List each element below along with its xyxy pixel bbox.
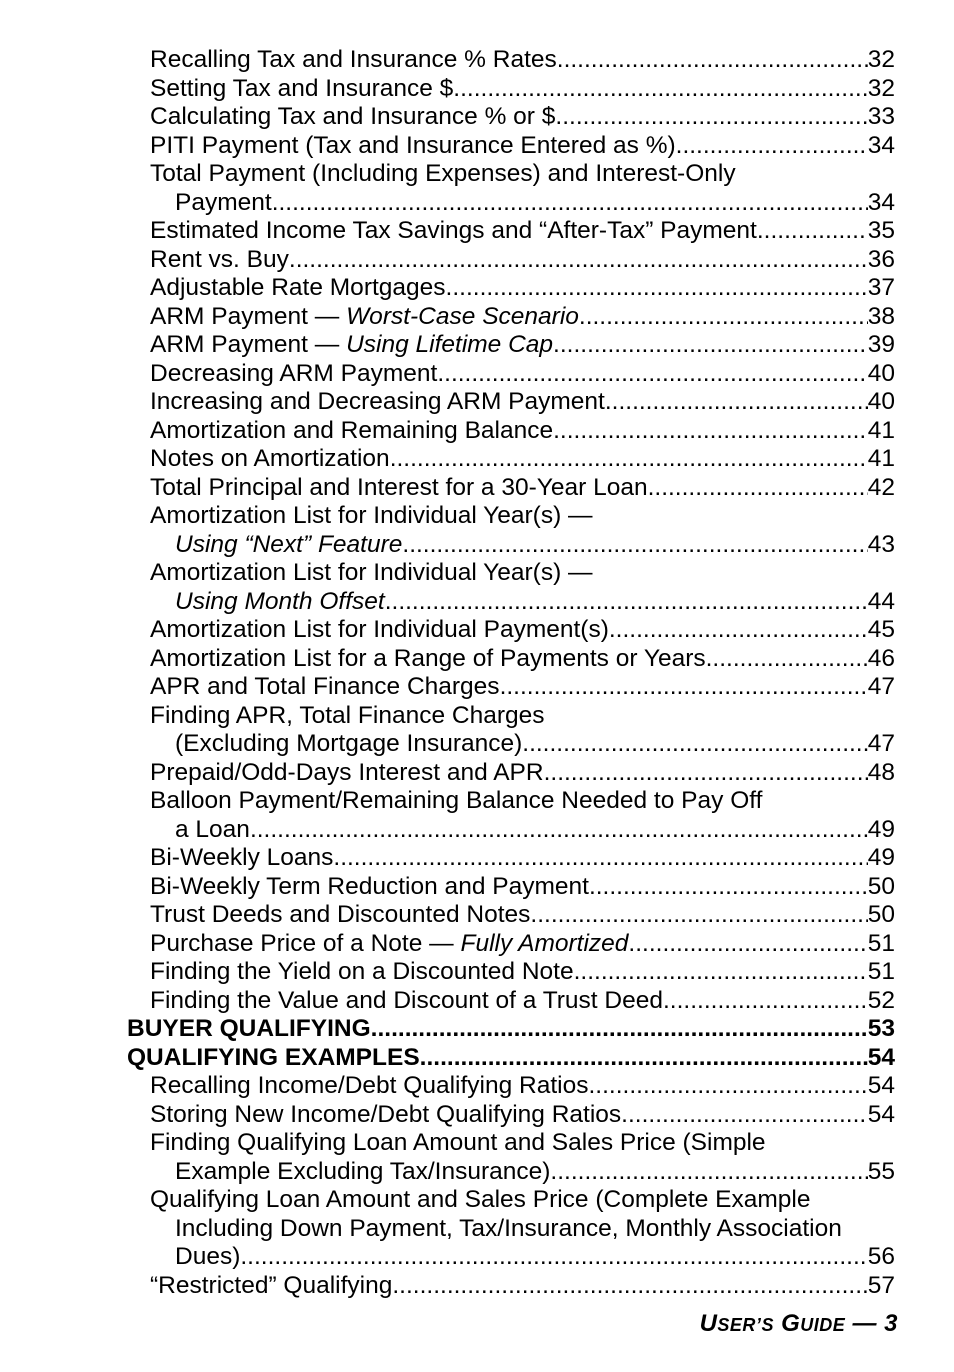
toc-entry (0, 474, 895, 503)
toc-entry-title-text: Increasing and Decreasing ARM Payment (150, 388, 605, 415)
toc-page-number: 40 (867, 388, 895, 415)
toc-entry-title-text: Finding the Yield on a Discounted Note (150, 958, 574, 985)
toc-page-number: 48 (867, 758, 895, 786)
toc-entry-title-text: Balloon Payment/Remaining Balance Needed to Pay Off (150, 787, 763, 814)
toc-entry-title (150, 331, 553, 360)
toc-leader-dots (272, 189, 868, 218)
toc-entry-title (150, 958, 574, 987)
toc-entry-title-italic: Using “Next” Feature (175, 530, 403, 558)
toc-entry-continuation (0, 816, 895, 845)
toc-leader-dots (574, 958, 868, 987)
toc-leader-dots (757, 217, 868, 246)
toc-entry-title (150, 702, 545, 729)
toc-entry (0, 331, 895, 360)
toc-entry (0, 445, 895, 474)
toc-entry (0, 1272, 895, 1301)
toc-entry-title (150, 787, 762, 814)
toc-page-number: 33 (867, 103, 895, 130)
toc-page-number: 54 (867, 1043, 895, 1071)
table-of-contents (0, 46, 954, 1300)
toc-entry-title (150, 132, 676, 161)
toc-page-number: 40 (867, 359, 895, 387)
toc-leader-dots (609, 616, 868, 645)
toc-page-number: 32 (867, 74, 895, 102)
toc-page-number: 49 (867, 815, 895, 843)
toc-leader-dots (522, 730, 867, 759)
toc-leader-dots (392, 1272, 867, 1301)
toc-entry-title-text: Adjustable Rate Mortgages (150, 274, 446, 301)
toc-entry (0, 702, 954, 731)
footer-apostrophe: ’ (755, 1315, 762, 1335)
toc-leader-dots (555, 103, 867, 132)
toc-entry-title (150, 360, 437, 389)
toc-entry-title (150, 274, 446, 303)
toc-page-number: 50 (867, 872, 895, 900)
toc-section-heading (0, 1044, 895, 1073)
toc-entry-title-text: Qualifying Loan Amount and Sales Price (Complete Example (150, 1186, 811, 1213)
toc-page-number: 43 (867, 530, 895, 558)
toc-page-number: 54 (867, 1072, 895, 1099)
toc-entry-title-italic: Using Lifetime Cap (346, 331, 554, 358)
toc-page-number: 39 (867, 331, 895, 358)
toc-entry-title-italic: Worst-Case Scenario (346, 302, 579, 330)
toc-entry (0, 559, 954, 588)
toc-entry-title (175, 1158, 550, 1187)
toc-entry (0, 1101, 895, 1130)
toc-leader-dots (385, 588, 868, 617)
toc-leader-dots (420, 1044, 868, 1073)
toc-entry-title-text: Storing New Income/Debt Qualifying Ratios (150, 1100, 622, 1128)
toc-entry-title (150, 1272, 392, 1301)
toc-leader-dots (557, 46, 868, 75)
toc-leader-dots (648, 474, 868, 503)
toc-entry-title-text: Example Excluding Tax/Insurance) (175, 1157, 551, 1185)
toc-leader-dots (621, 1101, 868, 1130)
toc-leader-dots (628, 930, 867, 959)
toc-entry-title (150, 217, 757, 246)
toc-entry-title (150, 873, 589, 902)
toc-entry-title-text: Amortization List for Individual Payment(s) (150, 616, 609, 643)
toc-page-number: 52 (867, 986, 895, 1014)
toc-entry-title-text: Recalling Tax and Insurance % Rates (150, 46, 557, 73)
footer-u: U (699, 1310, 718, 1337)
toc-leader-dots (676, 132, 868, 161)
toc-entry (0, 303, 895, 332)
toc-entry (0, 75, 895, 104)
toc-entry-title (150, 388, 605, 417)
toc-entry-title (175, 730, 522, 759)
toc-entry-title-text: Amortization List for Individual Year(s) — (150, 502, 593, 529)
toc-page-number: 51 (867, 958, 895, 985)
toc-entry (0, 217, 895, 246)
toc-entry-title (127, 1044, 420, 1073)
toc-entry-title-text: Amortization List for Individual Year(s) — (150, 559, 593, 586)
footer-uide: UIDE (800, 1315, 846, 1335)
toc-entry-title (175, 189, 272, 218)
toc-entry-title (150, 901, 530, 930)
toc-page-number: 49 (867, 844, 895, 871)
toc-leader-dots (553, 417, 868, 446)
toc-entry-title-text: Payment (175, 188, 272, 216)
toc-entry-title (150, 75, 453, 104)
toc-page-number: 38 (867, 302, 895, 330)
toc-entry-title-text: Setting Tax and Insurance $ (150, 74, 454, 102)
toc-entry-title (175, 1243, 240, 1272)
toc-entry (0, 1186, 954, 1215)
footer-ser: SER (717, 1315, 756, 1335)
toc-entry-title (150, 1072, 589, 1101)
toc-entry (0, 1072, 895, 1101)
toc-entry-title-text: Finding APR, Total Finance Charges (150, 701, 545, 729)
page-footer (700, 1310, 898, 1338)
toc-entry-title-text: Total Payment (Including Expenses) and Interest-Only (150, 160, 736, 187)
toc-page-number: 35 (867, 217, 895, 244)
toc-entry-title-text: Including Down Payment, Tax/Insurance, Monthly Association (175, 1214, 842, 1242)
toc-entry-title-text: Bi-Weekly Loans (150, 844, 334, 871)
toc-entry (0, 360, 895, 389)
toc-page-number: 41 (867, 445, 895, 472)
toc-entry (0, 1129, 954, 1158)
toc-entry-title (150, 759, 544, 788)
toc-entry (0, 502, 954, 531)
toc-page-number: 34 (867, 188, 895, 216)
toc-leader-dots (589, 873, 868, 902)
toc-page-number: 53 (867, 1015, 895, 1042)
toc-entry (0, 787, 954, 816)
toc-entry (0, 958, 895, 987)
toc-entry-title (175, 531, 402, 560)
toc-entry-title-text: Trust Deeds and Discounted Notes (150, 901, 531, 928)
toc-entry-title-text: ARM Payment — (150, 331, 347, 358)
toc-entry-continuation (0, 730, 895, 759)
toc-entry (0, 274, 895, 303)
toc-entry-title (150, 987, 663, 1016)
toc-entry-title (150, 673, 500, 702)
toc-entry-continuation (0, 189, 895, 218)
toc-entry (0, 132, 895, 161)
toc-entry-title (127, 1015, 371, 1044)
toc-entry-title-text: Estimated Income Tax Savings and “After-Tax” Payment (150, 217, 757, 244)
toc-entry-title-text: Purchase Price of a Note — (150, 929, 461, 957)
toc-entry-title-text: APR and Total Finance Charges (150, 673, 500, 700)
footer-s: S (761, 1315, 774, 1335)
toc-entry (0, 873, 895, 902)
toc-entry-title (150, 103, 555, 132)
toc-entry (0, 417, 895, 446)
toc-entry-continuation (0, 1215, 954, 1244)
toc-entry-title (175, 588, 385, 617)
toc-page-number: 55 (867, 1157, 895, 1185)
toc-entry-title-text: QUALIFYING EXAMPLES (127, 1043, 420, 1071)
toc-page-number: 32 (867, 46, 895, 73)
toc-entry (0, 388, 895, 417)
toc-entry-title (150, 1101, 621, 1130)
toc-entry-title-italic: Fully Amortized (460, 929, 629, 957)
toc-entry-title-text: (Excluding Mortgage Insurance) (175, 730, 523, 757)
toc-leader-dots (446, 274, 868, 303)
toc-page-number: 51 (867, 929, 895, 957)
toc-entry-continuation (0, 1243, 895, 1272)
toc-entry-title-text: Rent vs. Buy (150, 245, 289, 273)
toc-leader-dots (437, 360, 867, 389)
toc-page-number: 34 (867, 131, 895, 159)
toc-entry-title (150, 246, 289, 275)
toc-entry-title-text: a Loan (175, 815, 250, 843)
toc-entry (0, 673, 895, 702)
toc-page-number: 57 (867, 1271, 895, 1299)
toc-leader-dots (553, 331, 868, 360)
toc-page-number: 42 (867, 473, 895, 501)
toc-entry-title-text: Finding the Value and Discount of a Trust Deed (150, 986, 663, 1014)
toc-entry-title-text: Decreasing ARM Payment (150, 359, 438, 387)
toc-section-heading (0, 1015, 895, 1044)
toc-entry-title-text: ARM Payment — (150, 302, 347, 330)
toc-entry-title (150, 303, 579, 332)
toc-leader-dots (371, 1015, 868, 1044)
toc-entry-title (150, 930, 628, 959)
toc-entry-continuation (0, 531, 895, 560)
toc-entry-title (175, 816, 250, 845)
toc-entry-title (175, 1215, 842, 1242)
toc-entry-continuation (0, 588, 895, 617)
toc-entry-title (150, 645, 706, 674)
toc-entry (0, 103, 895, 132)
toc-entry-title (150, 559, 593, 586)
toc-entry (0, 616, 895, 645)
toc-entry-title (150, 502, 593, 529)
toc-entry-title (150, 445, 390, 474)
toc-leader-dots (240, 1243, 867, 1272)
toc-leader-dots (333, 844, 867, 873)
toc-entry-title (150, 844, 333, 873)
toc-page-number: 50 (867, 901, 895, 928)
toc-entry-title-text: “Restricted” Qualifying (150, 1271, 393, 1299)
toc-leader-dots (544, 759, 868, 788)
toc-entry-title-text: Calculating Tax and Insurance % or $ (150, 103, 556, 130)
toc-leader-dots (250, 816, 868, 845)
toc-entry-title-text: Amortization List for a Range of Payments or Years (150, 644, 706, 672)
toc-page-number: 47 (867, 730, 895, 757)
toc-entry-title-text: Finding Qualifying Loan Amount and Sales Price (Simple (150, 1129, 766, 1156)
toc-entry-title-italic: Using Month Offset (175, 587, 385, 615)
toc-leader-dots (589, 1072, 868, 1101)
toc-leader-dots (530, 901, 867, 930)
toc-entry (0, 46, 895, 75)
toc-leader-dots (402, 531, 867, 560)
toc-leader-dots (550, 1158, 867, 1187)
toc-entry-title-text: BUYER QUALIFYING (127, 1015, 371, 1042)
toc-entry-title (150, 417, 553, 446)
toc-entry (0, 844, 895, 873)
toc-page-number: 41 (867, 416, 895, 444)
toc-leader-dots (663, 987, 868, 1016)
toc-entry-title-text: Total Principal and Interest for a 30-Year Loan (150, 473, 648, 501)
toc-leader-dots (605, 388, 868, 417)
toc-page-number: 44 (867, 587, 895, 615)
toc-entry-title (150, 1186, 811, 1213)
toc-entry (0, 930, 895, 959)
toc-leader-dots (500, 673, 868, 702)
toc-page-number: 54 (867, 1100, 895, 1128)
toc-entry (0, 645, 895, 674)
toc-entry-title (150, 1129, 766, 1156)
toc-entry (0, 246, 895, 275)
toc-leader-dots (289, 246, 868, 275)
toc-leader-dots (390, 445, 868, 474)
toc-entry-title-text: Bi-Weekly Term Reduction and Payment (150, 872, 589, 900)
toc-entry (0, 987, 895, 1016)
toc-entry-title (150, 474, 648, 503)
toc-leader-dots (579, 303, 868, 332)
toc-entry (0, 160, 954, 189)
toc-entry-title-text: PITI Payment (Tax and Insurance Entered as %) (150, 131, 676, 159)
footer-g: G (773, 1310, 801, 1337)
toc-entry-title (150, 616, 609, 645)
toc-entry-title-text: Dues) (175, 1243, 241, 1270)
toc-leader-dots (453, 75, 867, 104)
toc-leader-dots (706, 645, 868, 674)
toc-page-number: 45 (867, 616, 895, 643)
footer-page-number: — 3 (845, 1310, 898, 1337)
toc-entry-title-text: Recalling Income/Debt Qualifying Ratios (150, 1072, 589, 1099)
toc-entry (0, 759, 895, 788)
toc-entry-title-text: Amortization and Remaining Balance (150, 416, 554, 444)
toc-page-number: 56 (867, 1243, 895, 1270)
toc-page-number: 46 (867, 644, 895, 672)
toc-entry-title (150, 46, 557, 75)
toc-entry-title-text: Prepaid/Odd-Days Interest and APR (150, 758, 544, 786)
toc-entry (0, 901, 895, 930)
toc-entry-title (150, 160, 736, 187)
toc-page-number: 37 (867, 274, 895, 301)
toc-entry-title-text: Notes on Amortization (150, 445, 390, 472)
toc-page-number: 36 (867, 245, 895, 273)
toc-page-number: 47 (867, 673, 895, 700)
toc-entry-continuation (0, 1158, 895, 1187)
